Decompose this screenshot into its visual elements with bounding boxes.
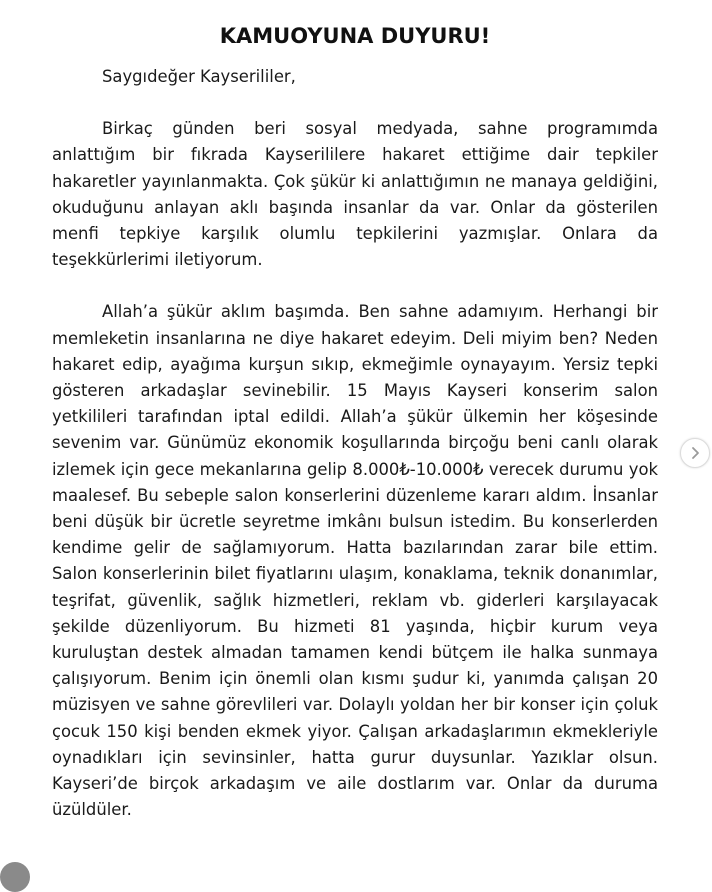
chevron-right-icon <box>688 446 702 460</box>
document <box>52 22 658 849</box>
paragraph-2: Allah’a şükür aklım başımda. Ben sahne adamıyım. Herhangi bir memleketin insanlarına ne diye hakaret edeyim. Deli miyim ben? Neden hakaret edip, ayağıma kurşun sıkıp, ekmeğimle oynayayım. Yersiz tepki gösteren arkadaşlar sevinebilir. 15 Mayıs Kayseri konserim salon yetkilileri tarafından iptal edildi. Allah’a şükür ülkemin her köşesinde sevenim var. Günümüz ekonomik koşullarında birçoğu beni canlı olarak izlemek için gece mekanlarına gelip 8.000₺-10.000₺ verecek durumu yok maalesef. Bu sebeple salon konserlerini düzenleme kararı aldım. İnsanlar beni düşük bir ücretle seyretme imkânı bulsun istedim. Bu konserlerden kendime gelir de sağlamıyorum. Hatta bazılarından zarar bile ettim. Salon konserlerinin bilet fiyatlarını ulaşım, konaklama, teknik donanımlar, teşrifat, güvenlik, sağlık hizmetleri, reklam vb. giderleri karşılayacak şekilde düzenliyorum. Bu hizmeti 81 yaşında, hiçbir kurum veya kuruluştan destek almadan tamamen kendi bütçem ile halka sunmaya çalışıyorum. Benim için önemli olan kısmı şudur ki, yanımda çalışan 20 müzisyen ve sahne görevlileri var. Dolaylı yoldan her bir konser için çoluk çocuk 150 kişi benden ekmek yiyor. Çalışan arkadaşlarımın ekmekleriyle oynadıkları için sevinsinler, hatta gurur duysunlar. Yazıklar olsun. Kayseri’de birçok arkadaşım ve aile dostlarım var. Onlar da duruma üzüldüler. <box>52 302 658 820</box>
salutation: Saygıdeğer Kayserililer, <box>102 67 296 86</box>
carousel-next-button[interactable] <box>680 438 710 468</box>
document-title: KAMUOYUNA DUYURU! <box>219 24 491 48</box>
paragraph-1: Birkaç günden beri sosyal medyada, sahne programımda anlattığım bir fıkrada Kayserililere hakaret ettiğime dair tepkiler hakaretler yayınlanmakta. Çok şükür ki anlattığımın ne manaya geldiğini, okuduğunu anlayan aklı başında insanlar da var. Onlar da gösterilen menfi tepkiye karşılık olumlu tepkilerini yazmışlar. Onlara da teşekkürlerimi iletiyorum. <box>52 119 658 270</box>
corner-indicator <box>0 862 30 892</box>
